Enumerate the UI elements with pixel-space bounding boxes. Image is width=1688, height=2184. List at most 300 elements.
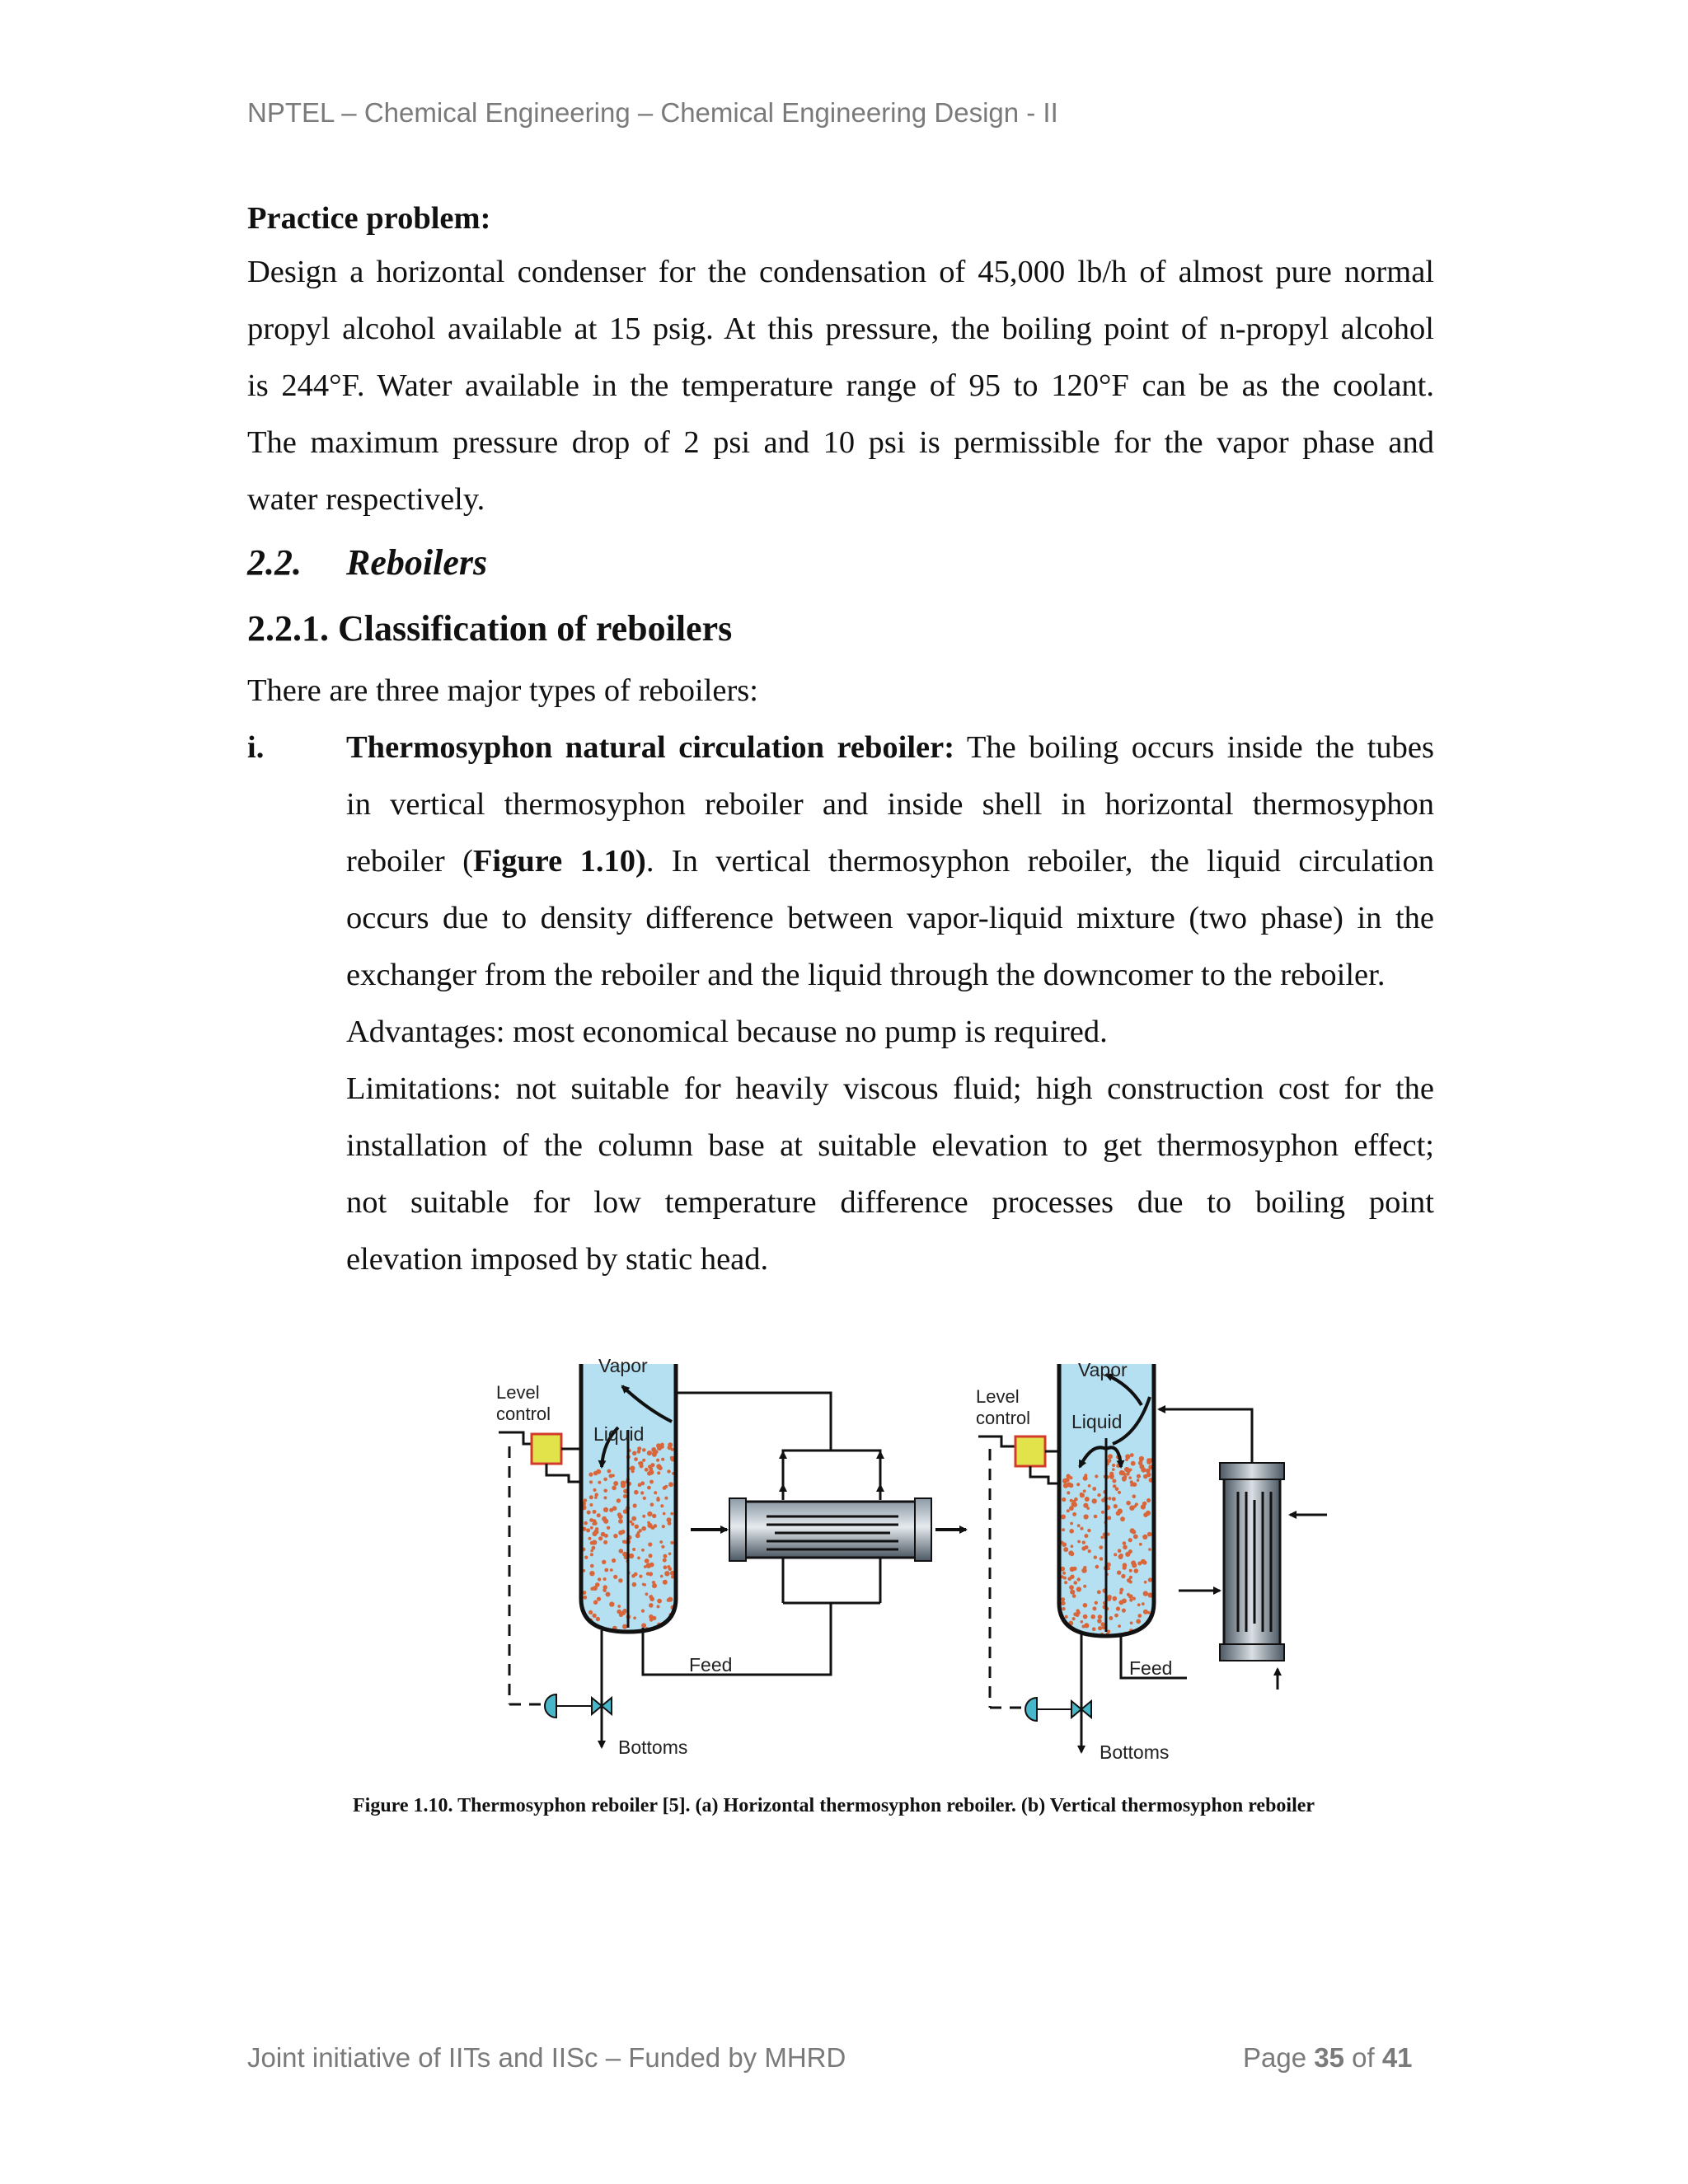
bubble bbox=[641, 1526, 646, 1531]
item-lead-rest: The boiling occurs inside the tubes bbox=[954, 730, 1434, 765]
bubble bbox=[649, 1451, 652, 1455]
bubble bbox=[1071, 1544, 1074, 1548]
bubble bbox=[1087, 1529, 1090, 1532]
bubble bbox=[643, 1497, 646, 1500]
bubble bbox=[649, 1480, 654, 1484]
bubble bbox=[1083, 1489, 1086, 1493]
bubble bbox=[1143, 1512, 1148, 1517]
bubble bbox=[607, 1526, 610, 1530]
bubble bbox=[612, 1558, 616, 1563]
bubble bbox=[652, 1514, 656, 1518]
intro-line: There are three major types of reboilers: bbox=[247, 673, 758, 708]
bubble bbox=[657, 1599, 662, 1604]
level-label-right: Level bbox=[976, 1386, 1020, 1407]
bubble bbox=[590, 1526, 593, 1530]
bubble bbox=[1137, 1614, 1142, 1618]
bubble bbox=[1094, 1515, 1098, 1519]
bubble bbox=[1097, 1590, 1101, 1594]
bubble bbox=[1112, 1497, 1116, 1501]
bubble bbox=[613, 1534, 617, 1538]
bubble bbox=[1062, 1497, 1066, 1502]
bubble bbox=[644, 1565, 647, 1568]
bubble bbox=[647, 1521, 650, 1525]
liquid-label-right: Liquid bbox=[1071, 1411, 1123, 1432]
bubble bbox=[1088, 1484, 1091, 1488]
bubble bbox=[1142, 1602, 1145, 1605]
actuator-right bbox=[1025, 1698, 1037, 1721]
bubble bbox=[1076, 1613, 1080, 1617]
bubble bbox=[584, 1521, 588, 1526]
bubble bbox=[1084, 1534, 1088, 1538]
bubble bbox=[1114, 1614, 1118, 1618]
bubble bbox=[648, 1465, 651, 1468]
bubble bbox=[642, 1583, 645, 1586]
bubble bbox=[1083, 1603, 1088, 1608]
bubble bbox=[654, 1450, 659, 1454]
bubble bbox=[597, 1513, 601, 1517]
bubble bbox=[582, 1626, 586, 1630]
bubble bbox=[1070, 1499, 1073, 1502]
bubble bbox=[646, 1572, 649, 1575]
actuator-left bbox=[545, 1694, 556, 1718]
bubble bbox=[1137, 1603, 1141, 1606]
bubble bbox=[1092, 1487, 1096, 1491]
bubble bbox=[613, 1575, 617, 1579]
bubble bbox=[660, 1504, 663, 1507]
bubble bbox=[1083, 1503, 1088, 1508]
bubble bbox=[640, 1491, 644, 1494]
bubble bbox=[659, 1540, 663, 1544]
bubble bbox=[604, 1568, 608, 1572]
bubble bbox=[589, 1571, 594, 1576]
bubble bbox=[1124, 1467, 1129, 1472]
bubble bbox=[1063, 1547, 1068, 1552]
bubble bbox=[1084, 1623, 1089, 1628]
bubble bbox=[1109, 1616, 1113, 1620]
bubble bbox=[1065, 1478, 1070, 1483]
bubble bbox=[1129, 1599, 1132, 1602]
bubble bbox=[612, 1486, 617, 1491]
bubble bbox=[617, 1610, 621, 1615]
bubble bbox=[1131, 1560, 1136, 1565]
practice-line: The maximum pressure drop of 2 psi and 10 psi is permissible for the vapor phase and bbox=[247, 425, 1434, 460]
bubble bbox=[1062, 1607, 1065, 1610]
advantages-line: Advantages: most economical because no pump is required. bbox=[346, 1015, 1108, 1049]
bubble bbox=[1069, 1529, 1074, 1534]
bubble bbox=[637, 1446, 641, 1451]
bubble bbox=[619, 1549, 624, 1554]
section-number: 2.2. bbox=[247, 542, 302, 583]
bubble bbox=[1142, 1535, 1147, 1540]
bubble bbox=[593, 1519, 597, 1523]
bubble bbox=[1139, 1543, 1142, 1546]
bubble bbox=[1137, 1474, 1141, 1479]
bubble bbox=[667, 1469, 670, 1473]
bubble bbox=[1137, 1562, 1142, 1566]
bubble bbox=[583, 1596, 587, 1600]
bubble bbox=[647, 1486, 651, 1490]
bubble bbox=[618, 1519, 623, 1524]
bubble bbox=[1148, 1577, 1152, 1582]
bubble bbox=[663, 1558, 667, 1563]
bubble bbox=[590, 1553, 593, 1556]
bubble bbox=[662, 1525, 665, 1528]
bubble bbox=[1062, 1572, 1066, 1575]
bubble bbox=[1115, 1487, 1119, 1491]
bubble bbox=[1127, 1593, 1130, 1596]
practice-line: is 244°F. Water available in the temperature range of 95 to 120°F can be as the coolant. bbox=[247, 368, 1434, 403]
bottoms-label-right: Bottoms bbox=[1100, 1741, 1170, 1763]
bubble bbox=[609, 1508, 613, 1512]
bubble bbox=[593, 1601, 598, 1605]
bubble bbox=[638, 1462, 641, 1465]
bubble bbox=[1128, 1538, 1132, 1542]
bubble bbox=[1123, 1566, 1127, 1570]
bubble bbox=[661, 1545, 664, 1549]
bubble bbox=[660, 1575, 663, 1578]
bubble bbox=[645, 1592, 649, 1596]
bubble bbox=[609, 1601, 614, 1606]
bubble bbox=[1070, 1590, 1075, 1595]
bubble bbox=[649, 1596, 654, 1601]
bubble bbox=[1134, 1568, 1139, 1573]
bubble bbox=[663, 1580, 668, 1585]
bubble bbox=[1109, 1475, 1114, 1479]
limitations-line: not suitable for low temperature difference processes due to boiling point bbox=[346, 1185, 1434, 1220]
feed-label-left: Feed bbox=[689, 1654, 733, 1675]
vapor-label-right: Vapor bbox=[1078, 1359, 1128, 1380]
bubble bbox=[1092, 1627, 1096, 1631]
current-page: 35 bbox=[1314, 2042, 1344, 2073]
list-item-i bbox=[346, 719, 1434, 1288]
bubble bbox=[1121, 1471, 1125, 1475]
bubble bbox=[1131, 1461, 1136, 1466]
bubble bbox=[1143, 1591, 1148, 1596]
bubble bbox=[654, 1491, 657, 1494]
bubble bbox=[1083, 1566, 1086, 1569]
bubble bbox=[645, 1468, 649, 1472]
bubble bbox=[598, 1536, 603, 1540]
bubble bbox=[1080, 1493, 1085, 1497]
bubble bbox=[668, 1597, 673, 1602]
item-text: . In vertical thermosyphon reboiler, the liquid circulation bbox=[645, 844, 1434, 879]
bubble bbox=[1070, 1552, 1074, 1556]
bubble bbox=[590, 1564, 594, 1568]
bubble bbox=[642, 1515, 645, 1518]
limitations-line: elevation imposed by static head. bbox=[346, 1242, 769, 1277]
bubble bbox=[603, 1489, 607, 1493]
bubble bbox=[589, 1480, 593, 1483]
thermosyphon-figure bbox=[486, 1352, 1352, 1780]
bubble bbox=[1126, 1501, 1131, 1506]
bubble bbox=[1088, 1549, 1091, 1553]
bubble bbox=[603, 1532, 606, 1535]
bubble bbox=[1097, 1619, 1102, 1624]
bubble bbox=[1126, 1472, 1130, 1476]
bubble bbox=[1095, 1601, 1098, 1605]
bubble bbox=[589, 1503, 593, 1507]
bubble bbox=[1139, 1465, 1144, 1469]
bubble bbox=[607, 1469, 612, 1474]
bubble bbox=[1084, 1474, 1087, 1477]
bubble bbox=[632, 1451, 636, 1455]
bubble bbox=[594, 1493, 598, 1497]
bubble bbox=[1142, 1502, 1146, 1506]
bubble bbox=[1084, 1514, 1089, 1519]
bubble bbox=[1072, 1594, 1076, 1598]
bubble bbox=[661, 1458, 664, 1461]
bubble bbox=[1118, 1554, 1123, 1559]
bubble bbox=[1142, 1560, 1146, 1564]
bubble bbox=[656, 1464, 661, 1469]
bubble bbox=[1122, 1609, 1126, 1613]
bubble bbox=[648, 1542, 652, 1546]
bubble bbox=[1083, 1615, 1088, 1619]
bubble bbox=[1063, 1483, 1068, 1488]
bubble bbox=[637, 1557, 640, 1560]
bubble bbox=[1090, 1615, 1095, 1619]
bubble bbox=[1077, 1540, 1081, 1544]
bubble bbox=[1146, 1498, 1151, 1502]
bubble bbox=[1074, 1497, 1078, 1502]
bubble bbox=[1070, 1567, 1075, 1572]
bubble bbox=[1139, 1460, 1143, 1465]
bubble bbox=[1062, 1528, 1065, 1531]
bubble bbox=[668, 1553, 672, 1556]
bubble bbox=[632, 1582, 637, 1587]
horizontal-thermosyphon-diagram bbox=[496, 1355, 966, 1758]
bubble bbox=[670, 1512, 673, 1516]
bubble bbox=[1067, 1491, 1070, 1494]
bubble bbox=[1081, 1620, 1084, 1624]
bubble bbox=[603, 1585, 607, 1589]
bubble bbox=[1061, 1597, 1065, 1601]
bubble bbox=[1083, 1585, 1086, 1588]
bubble bbox=[1067, 1509, 1070, 1512]
bubble bbox=[1125, 1458, 1128, 1461]
bubble bbox=[663, 1555, 667, 1558]
bubble bbox=[650, 1526, 654, 1529]
bubble bbox=[649, 1615, 654, 1619]
bubble bbox=[1118, 1491, 1121, 1494]
bubble bbox=[635, 1525, 639, 1529]
bubble bbox=[668, 1482, 673, 1487]
bubble bbox=[1128, 1549, 1132, 1554]
bubble bbox=[1092, 1498, 1097, 1503]
level-label-left: Level bbox=[496, 1382, 540, 1403]
bubble bbox=[634, 1457, 638, 1461]
total-pages: 41 bbox=[1381, 2042, 1413, 2073]
bubble bbox=[593, 1510, 597, 1514]
bubble bbox=[1085, 1545, 1089, 1549]
bubble bbox=[630, 1521, 633, 1524]
bubble bbox=[631, 1516, 636, 1521]
bubble bbox=[634, 1572, 638, 1577]
section-heading-2-2 bbox=[247, 534, 487, 592]
bubble bbox=[595, 1527, 598, 1530]
bubble bbox=[1148, 1548, 1151, 1551]
bubble bbox=[1064, 1581, 1067, 1584]
bubble bbox=[638, 1483, 642, 1487]
bubble bbox=[606, 1592, 611, 1597]
bubble bbox=[656, 1498, 660, 1502]
bubble bbox=[656, 1443, 661, 1448]
bubble bbox=[642, 1459, 645, 1462]
vapor-label-left: Vapor bbox=[598, 1355, 648, 1376]
bubble bbox=[1077, 1524, 1081, 1527]
bubble bbox=[1065, 1615, 1068, 1619]
bubble bbox=[664, 1485, 668, 1488]
bubble bbox=[1098, 1615, 1102, 1619]
bubble bbox=[641, 1623, 646, 1628]
level-controller-right bbox=[1015, 1436, 1045, 1466]
limitations-line: installation of the column base at suitable elevation to get thermosyphon effect; bbox=[346, 1128, 1434, 1163]
bubble bbox=[633, 1616, 636, 1619]
bubble bbox=[1097, 1493, 1100, 1497]
bubble bbox=[1108, 1497, 1111, 1500]
bubble bbox=[1128, 1476, 1132, 1479]
bubble bbox=[1117, 1571, 1121, 1575]
bubble bbox=[588, 1610, 593, 1615]
item-line bbox=[346, 719, 1434, 776]
bubble bbox=[593, 1471, 598, 1476]
bubble bbox=[617, 1498, 621, 1502]
bubble bbox=[1085, 1497, 1090, 1502]
bubble bbox=[649, 1603, 654, 1608]
bubble bbox=[667, 1517, 672, 1522]
bubble bbox=[663, 1512, 666, 1516]
bubble bbox=[613, 1481, 618, 1486]
bubble bbox=[596, 1617, 600, 1621]
bubble bbox=[618, 1530, 623, 1535]
bubble bbox=[1129, 1569, 1132, 1572]
bubble bbox=[1112, 1468, 1115, 1471]
bubble bbox=[1076, 1483, 1080, 1486]
bubble bbox=[670, 1541, 673, 1544]
bubble bbox=[649, 1469, 654, 1474]
bubble bbox=[603, 1577, 607, 1581]
control-label-left: control bbox=[496, 1404, 551, 1424]
bubble bbox=[598, 1577, 601, 1581]
bubble bbox=[602, 1560, 606, 1564]
figure-reference: Figure 1.10) bbox=[472, 844, 646, 879]
bubble bbox=[652, 1583, 657, 1588]
bubble bbox=[1107, 1596, 1112, 1601]
page-word: Page bbox=[1243, 2042, 1315, 2073]
bubble bbox=[631, 1469, 635, 1473]
bubble bbox=[589, 1495, 593, 1499]
section-title: Reboilers bbox=[346, 542, 488, 583]
bubble bbox=[598, 1481, 601, 1484]
bubble bbox=[621, 1481, 626, 1486]
bubble bbox=[1129, 1506, 1134, 1511]
bubble bbox=[671, 1576, 674, 1579]
bubble bbox=[1112, 1479, 1116, 1483]
bubble bbox=[603, 1496, 607, 1499]
practice-line: propyl alcohol available at 15 psig. At this pressure, the boiling point of n-propyl alcohol bbox=[247, 312, 1434, 346]
bubble bbox=[1072, 1617, 1076, 1620]
practice-problem-title: Practice problem: bbox=[247, 201, 491, 236]
bubble bbox=[1147, 1611, 1151, 1615]
bubble bbox=[1070, 1522, 1073, 1526]
bubble bbox=[610, 1568, 613, 1572]
bubble bbox=[1113, 1597, 1116, 1601]
bubble bbox=[1144, 1629, 1148, 1633]
bubble bbox=[1077, 1577, 1081, 1581]
section-heading-2-2-1: 2.2.1. Classification of reboilers bbox=[247, 608, 733, 649]
bubble bbox=[1116, 1606, 1120, 1610]
bubble bbox=[1062, 1632, 1066, 1636]
bubble bbox=[1101, 1511, 1104, 1514]
bubble bbox=[1107, 1459, 1111, 1463]
bubble bbox=[1112, 1464, 1115, 1467]
bubble bbox=[1137, 1479, 1140, 1482]
bubble bbox=[1147, 1532, 1152, 1537]
bubble bbox=[1146, 1460, 1151, 1465]
bubble bbox=[632, 1548, 635, 1551]
bubble bbox=[664, 1497, 668, 1500]
page-number bbox=[1243, 2042, 1413, 2074]
bubble bbox=[597, 1597, 601, 1601]
bubble bbox=[1070, 1575, 1074, 1579]
bottoms-label-left: Bottoms bbox=[618, 1736, 688, 1758]
bubble bbox=[618, 1578, 622, 1582]
figure-caption: Figure 1.10. Thermosyphon reboiler [5]. (a) Horizontal thermosyphon reboiler. (b) Vertical thermosyphon reboiler bbox=[353, 1795, 1315, 1816]
bubble bbox=[588, 1473, 593, 1477]
bubble bbox=[1118, 1601, 1123, 1605]
item-lead-bold: Thermosyphon natural circulation reboiler: bbox=[346, 730, 955, 765]
bubble bbox=[591, 1587, 594, 1591]
bubble bbox=[657, 1605, 660, 1608]
bubble bbox=[590, 1549, 593, 1553]
footer-text: Joint initiative of IITs and IISc – Funded by MHRD bbox=[247, 2042, 846, 2073]
list-marker-i: i. bbox=[247, 730, 265, 765]
control-label-right: control bbox=[976, 1408, 1031, 1428]
practice-problem-text bbox=[247, 244, 1434, 528]
bubble bbox=[641, 1610, 645, 1613]
bubble bbox=[667, 1565, 670, 1568]
limitations-line: Limitations: not suitable for heavily viscous fluid; high construction cost for the bbox=[346, 1071, 1434, 1106]
bubble bbox=[623, 1609, 626, 1612]
bubble bbox=[1069, 1476, 1072, 1479]
bubble bbox=[1076, 1586, 1081, 1591]
bubble bbox=[1061, 1601, 1066, 1605]
bubble bbox=[586, 1529, 590, 1533]
item-line bbox=[346, 833, 1434, 890]
item-text: reboiler ( bbox=[346, 844, 473, 879]
practice-line: Design a horizontal condenser for the condensation of 45,000 lb/h of almost pure normal bbox=[247, 255, 1434, 289]
bubble bbox=[1094, 1555, 1097, 1558]
bubble bbox=[584, 1556, 588, 1559]
bubble bbox=[603, 1540, 607, 1544]
bubble bbox=[617, 1512, 621, 1516]
bubble bbox=[1130, 1453, 1134, 1457]
item-line: exchanger from the reboiler and the liquid through the downcomer to the reboiler. bbox=[346, 958, 1386, 992]
bubble bbox=[639, 1529, 642, 1532]
bubble bbox=[650, 1502, 654, 1507]
practice-line: water respectively. bbox=[247, 482, 485, 517]
bubble bbox=[603, 1478, 607, 1482]
bubble bbox=[1092, 1606, 1096, 1610]
bubble bbox=[634, 1490, 639, 1495]
bubble bbox=[1130, 1480, 1133, 1483]
bubble bbox=[657, 1471, 660, 1474]
bubble bbox=[1114, 1504, 1118, 1508]
bubble bbox=[1100, 1557, 1104, 1561]
bubble bbox=[649, 1563, 654, 1568]
item-line: occurs due to density difference between vapor-liquid mixture (two phase) in the bbox=[346, 901, 1434, 935]
bubble bbox=[592, 1614, 596, 1618]
